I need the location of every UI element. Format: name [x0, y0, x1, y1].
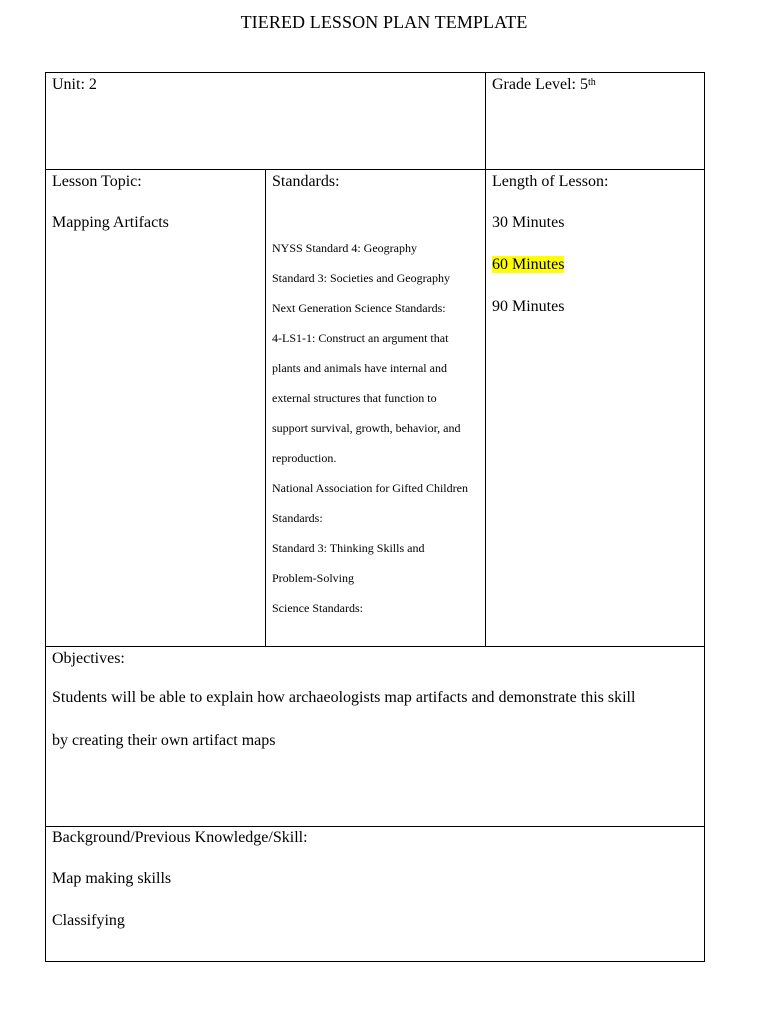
standards-line: Standards:: [272, 511, 323, 525]
grade-level-cell: [485, 72, 705, 170]
background-label: Background/Previous Knowledge/Skill:: [52, 829, 308, 846]
length-option-60-highlighted: [492, 255, 564, 275]
unit-label: Unit: 2: [52, 76, 97, 93]
standards-list: [272, 238, 468, 628]
objectives-label: Objectives:: [52, 650, 125, 667]
standards-line: Standard 3: Thinking Skills and: [272, 541, 425, 555]
length-option-30: 30 Minutes: [492, 214, 565, 231]
standards-line: Next Generation Science Standards:: [272, 301, 446, 315]
standards-line: 4-LS1-1: Construct an argument that: [272, 331, 449, 345]
standards-line: external structures that function to: [272, 391, 437, 405]
unit-cell: [45, 72, 486, 170]
standards-line: National Association for Gifted Children: [272, 481, 468, 495]
background-item: Classifying: [52, 912, 125, 929]
standards-label: Standards:: [272, 173, 340, 190]
background-cell: [45, 826, 705, 962]
grade-level-label: [492, 75, 596, 95]
length-option-90: 90 Minutes: [492, 298, 565, 315]
standards-line: reproduction.: [272, 451, 337, 465]
standards-line: Problem-Solving: [272, 571, 355, 585]
standards-line: NYSS Standard 4: Geography: [272, 241, 417, 255]
objectives-cell: [45, 646, 705, 827]
standards-line: Science Standards:: [272, 601, 363, 615]
background-item: Map making skills: [52, 870, 172, 887]
page-title: TIERED LESSON PLAN TEMPLATE: [240, 12, 528, 32]
grade-level-text: Grade Level: 5: [492, 76, 588, 93]
objectives-line-2: by creating their own artifact maps: [52, 732, 276, 749]
standards-line: support survival, growth, behavior, and: [272, 421, 461, 435]
lesson-length-label: Length of Lesson:: [492, 173, 609, 190]
standards-line: plants and animals have internal and: [272, 361, 447, 375]
lesson-topic-cell: [45, 169, 266, 647]
highlighted-text: 60 Minutes: [492, 256, 565, 273]
standards-line: Standard 3: Societies and Geography: [272, 271, 450, 285]
objectives-line-1: Students will be able to explain how archaeologists map artifacts and demonstrate this skill: [52, 689, 636, 706]
lesson-topic-value: Mapping Artifacts: [52, 214, 169, 231]
lesson-length-cell: [485, 169, 705, 647]
grade-level-superscript: th: [587, 77, 596, 88]
standards-cell: [265, 169, 486, 647]
lesson-topic-label: Lesson Topic:: [52, 173, 142, 190]
